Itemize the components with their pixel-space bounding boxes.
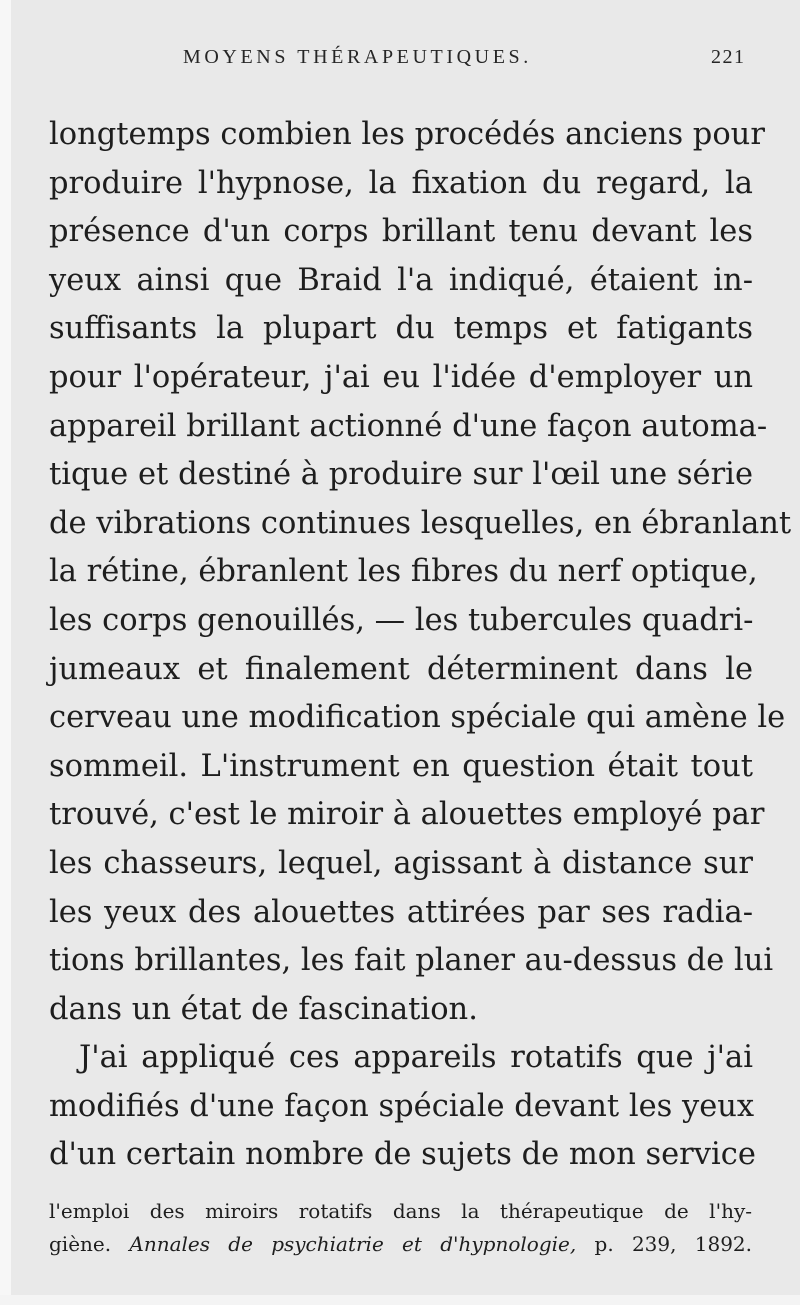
page-edge-left	[0, 0, 11, 1305]
text-line: produire l'hypnose, la fixation du regard, la	[49, 165, 753, 201]
footnote-line-citation	[49, 1228, 752, 1261]
text-line: les yeux des alouettes attirées par ses radia-	[49, 894, 753, 930]
text-line: suffisants la plupart du temps et fatigants	[49, 311, 753, 347]
text-line: appareil brillant actionné d'une façon automa-	[49, 408, 768, 444]
text-line: sommeil. L'instrument en question était tout	[49, 748, 753, 784]
body-text	[49, 111, 792, 1180]
text-line: pour l'opérateur, j'ai eu l'idée d'employer un	[49, 359, 753, 395]
text-line: longtemps combien les procédés anciens pour	[49, 117, 765, 152]
running-head: MOYENS THÉRAPEUTIQUES.	[183, 46, 532, 68]
footnote-reference: p. 239, 1892.	[576, 1232, 753, 1256]
footnote-line: l'emploi des miroirs rotatifs dans la thérapeutique de l'hy-	[49, 1199, 752, 1223]
text-line: trouvé, c'est le miroir à alouettes employé par	[49, 797, 765, 833]
text-line: yeux ainsi que Braid l'a indiqué, étaient in-	[49, 262, 753, 298]
text-line: cerveau une modification spéciale qui amène le	[49, 700, 786, 736]
page-edge-bottom	[0, 1295, 800, 1305]
journal-title: Annales de psychiatrie et d'hypnologie,	[129, 1232, 577, 1256]
text-line: d'un certain nombre de sujets de mon service	[49, 1137, 756, 1173]
footnote-text: giène.	[49, 1232, 130, 1256]
paragraph-start-line: J'ai appliqué ces appareils rotatifs que j'ai	[79, 1040, 753, 1076]
text-line: présence d'un corps brillant tenu devant les	[49, 214, 753, 250]
text-line: la rétine, ébranlent les fibres du nerf optique,	[49, 554, 758, 590]
text-line: de vibrations continues lesquelles, en ébranlant	[49, 505, 792, 541]
text-line: modifiés d'une façon spéciale devant les yeux	[49, 1088, 755, 1124]
text-line: les corps genouillés, — les tubercules quadri-	[49, 602, 754, 638]
page-number: 221	[711, 46, 746, 68]
paragraph-end-line: dans un état de fascination.	[49, 991, 478, 1027]
text-line: tions brillantes, les fait planer au-dessus de lui	[49, 943, 774, 979]
text-line: tique et destiné à produire sur l'œil une série	[49, 457, 753, 493]
footnote	[49, 1195, 752, 1261]
text-line: jumeaux et finalement déterminent dans le	[49, 651, 753, 687]
text-line: les chasseurs, lequel, agissant à distance sur	[49, 845, 753, 881]
